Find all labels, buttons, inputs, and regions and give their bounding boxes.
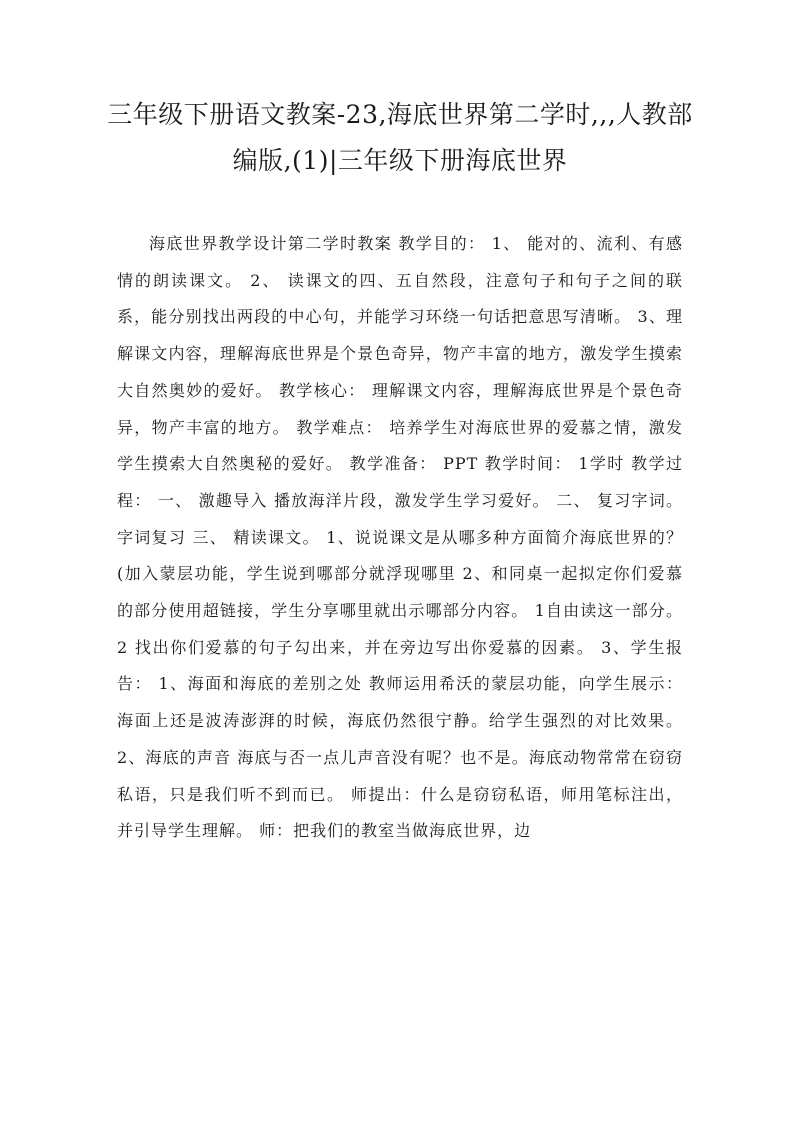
document-title: 三年级下册语文教案-23,海底世界第二学时,,,人教部编版,(1)|三年级下册海底世界: [107, 100, 693, 175]
document-body: 海底世界教学设计第二学时教案 教学目的： 1、 能对的、流利、有感情的朗读课文。 2、 读课文的四、五自然段，注意句子和句子之间的联系，能分别找出两段的中心句，并能学习环绕一句话把意思写清晰。 3、理解课文内容，理解海底世界是个景色奇异，物产丰富的地方，激发学生摸索大自然奥妙的爱好。 教学核心： 理解课文内容，理解海底世界是个景色奇异，物产丰富的地方。 教学难点： 培养学生对海底世界的爱慕之情，激发学生摸索大自然奥秘的爱好。 教学准备： PPT 教学时间： 1学时 教学过程： 一、 激趣导入 播放海洋片段，激发学生学习爱好。 二、 复习字词。 字词复习 三、 精读课文。 1、说说课文是从哪多种方面简介海底世界的？(加入蒙层功能，学生说到哪部分就浮现哪里 2、和同桌一起拟定你们爱慕的部分使用超链接，学生分享哪里就出示哪部分内容。 1自由读这一部分。 2 找出你们爱慕的句子勾出来，并在旁边写出你爱慕的因素。 3、学生报告： 1、海面和海底的差别之处 教师运用希沃的蒙层功能，向学生展示：海面上还是波涛澎湃的时候，海底仍然很宁静。给学生强烈的对比效果。 2、海底的声音 海底与否一点儿声音没有呢？也不是。海底动物常常在窃窃私语，只是我们听不到而已。 师提出：什么是窃窃私语，师用笔标注出，并引导学生理解。 师：把我们的教室当做海底世界，边: [117, 234, 683, 841]
